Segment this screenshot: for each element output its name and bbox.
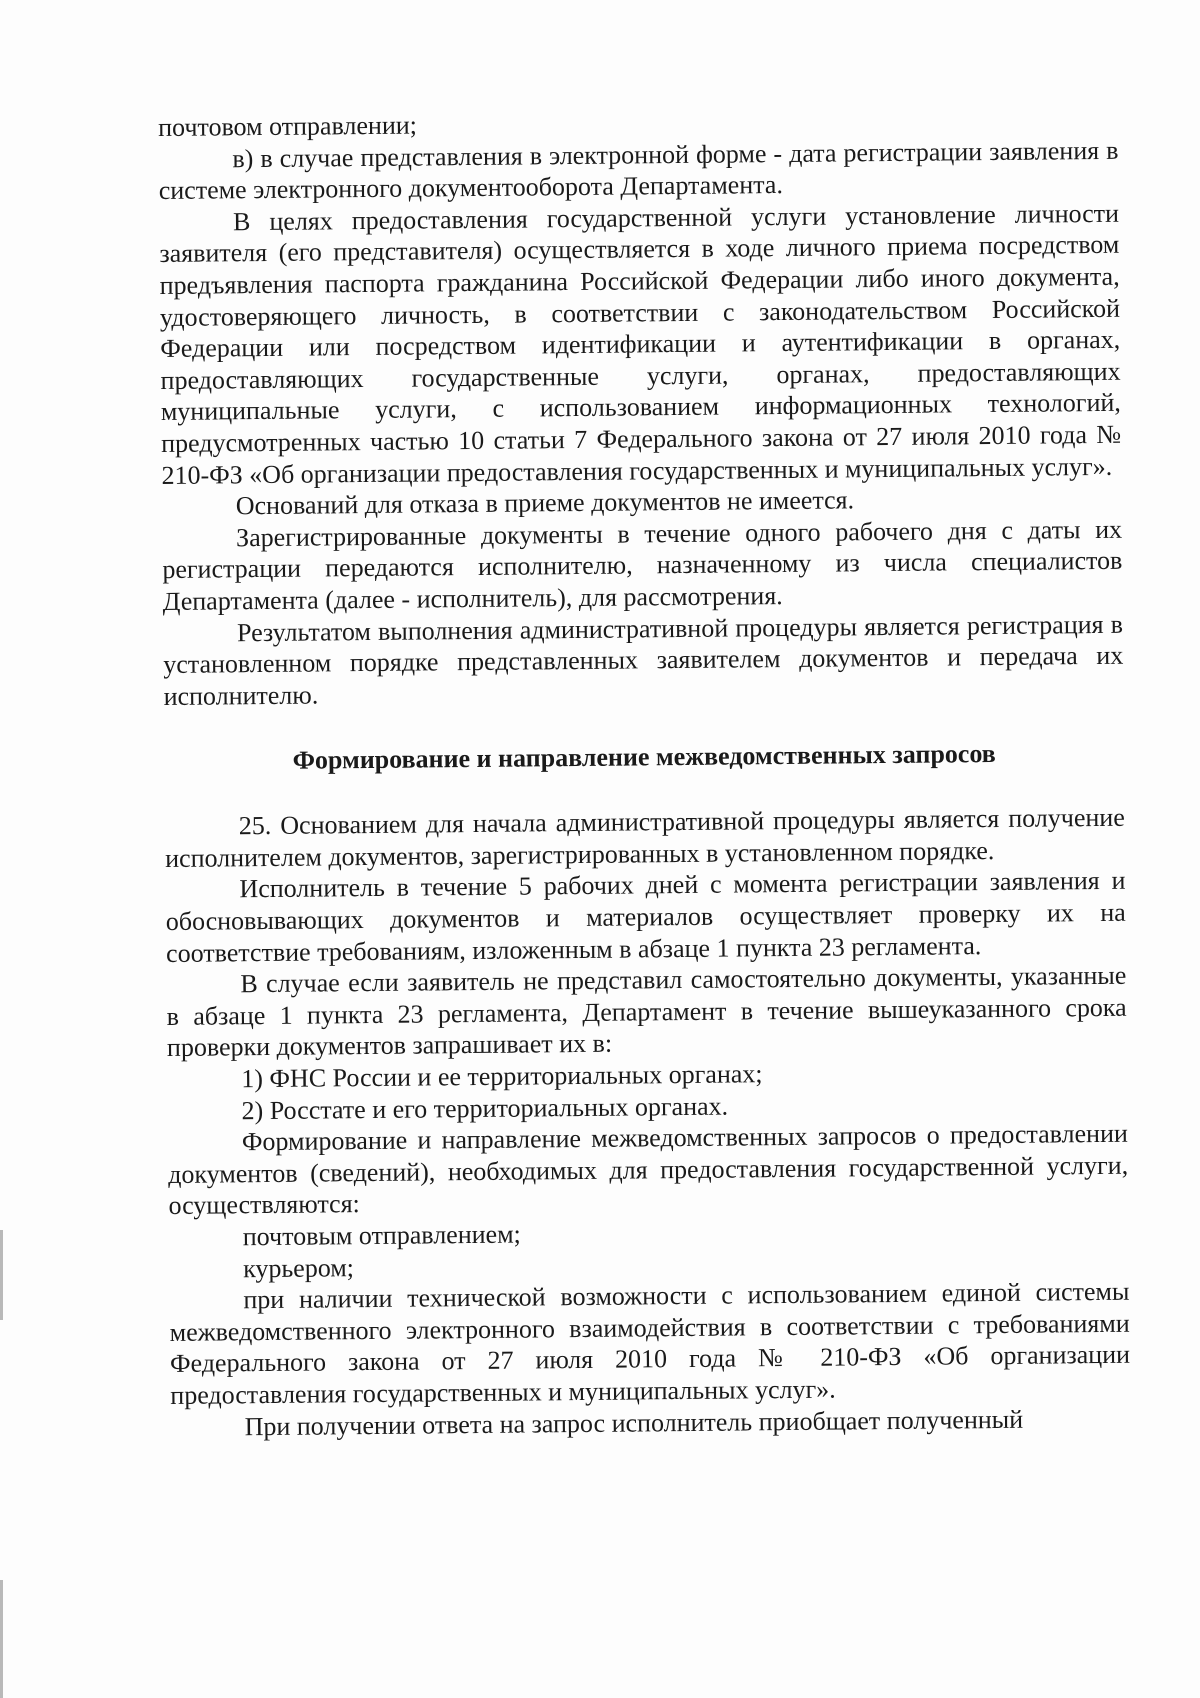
list-item: 2) Росстате и его территориальных органах. xyxy=(241,1091,729,1125)
paragraph: Зарегистрированные документы в течение одного рабочего дня с даты их регистрации передаются исполнителю, назначенному из числа специалистов Департамента (далее - исполнитель), для рассмотрения. xyxy=(162,514,1123,616)
paragraph: в) в случае представления в электронной форме - дата регистрации заявления в системе электронного документооборота Департамента. xyxy=(158,135,1119,206)
list-item: курьером; xyxy=(242,1252,355,1283)
document-body xyxy=(158,103,1131,1443)
list-item: 1) ФНС России и ее территориальных органах; xyxy=(241,1059,763,1094)
paragraph: почтовом отправлении; xyxy=(158,110,418,142)
scan-edge-mark xyxy=(0,1580,3,1698)
list-item: почтовым отправлением; xyxy=(242,1219,521,1252)
paragraph: В целях предоставления государственной услуги установление личности заявителя (его представителя) осуществляется в ходе личного приема посредством предъявления паспорта гражданина Российской Федерации либо иного документа, удостоверяющего личность, в соответствии с законодательством Российской Федерации или посредством идентификации и аутентификации в органах, предоставляющих государственные услуги, органах, предоставляющих муниципальные услуги, с использованием информационных технологий, предусмотренных частью 10 статьи 7 Федерального закона от 27 июля 2010 года № 210-ФЗ «Об организации предоставления государственных и муниципальных услуг». xyxy=(159,198,1122,490)
paragraph: 25. Основанием для начала административной процедуры является получение исполнителем документов, зарегистрированных в установленном порядке. xyxy=(165,803,1125,873)
paragraph: Формирование и направление межведомственных запросов о предоставлении документов (сведений), необходимых для предоставления государственной услуги, осуществляются: xyxy=(168,1118,1129,1221)
scan-edge-mark xyxy=(0,1230,3,1320)
paragraph: При получении ответа на запрос исполнитель приобщает полученный xyxy=(244,1404,1024,1441)
paragraph: при наличии технической возможности с использованием единой системы межведомственного электронного взаимодействия в соответствии с требованиями Федерального закона от 27 июля 2010 года № 210-ФЗ «Об организации предоставления государственных и муниципальных услуг». xyxy=(169,1276,1131,1410)
section-heading: Формирование и направление межведомственных запросов xyxy=(292,739,996,776)
paragraph: Исполнитель в течение 5 рабочих дней с момента регистрации заявления и обосновывающих документов и материалов осуществляет проверку их на соответствие требованиям, изложенным в абзаце 1 пункта 23 регламента. xyxy=(165,866,1126,968)
paragraph: В случае если заявитель не представил самостоятельно документы, указанные в абзаце 1 пункта 23 регламента, Департамент в течение вышеуказанного срока проверки документов запрашивает их в: xyxy=(166,960,1127,1063)
paragraph: Результатом выполнения административной процедуры является регистрация в установленном порядке представленных заявителем документов и передача их исполнителю. xyxy=(163,609,1124,711)
paragraph: Оснований для отказа в приеме документов не имеется. xyxy=(235,485,855,521)
